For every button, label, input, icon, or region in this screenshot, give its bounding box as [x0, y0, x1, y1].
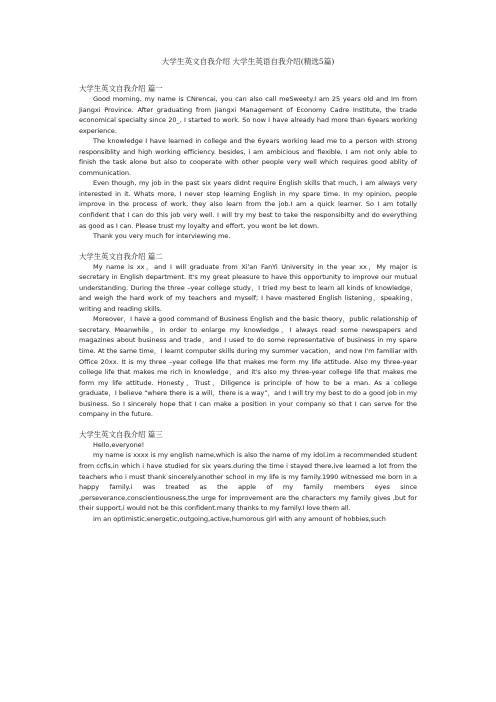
paragraph: Hello,everyone!: [93, 440, 145, 449]
paragraph: Even though, my job in the past six years didnt require English skills that much, I am always very interested in it. Whats more, I never stop learning English in my spare time. In my opinion, people improve in the process of work, they also learn from the job.I am a quick learner. So I am totally confident that I can do this job very well. I will try my best to take the responsibilty and do everything as good as I can. Please trust my loyalty and effort, you wont be let down.: [79, 179, 417, 230]
document-body: [79, 84, 417, 524]
paragraph: The knowledge I have learned in college and the 6years working lead me to a person with strong responsiblity and high working efficiency. besides, i am ambicious and flexible. I am not only able to finish the task alone but also to cooperate with other people very well which requires good ablity of communication.: [79, 137, 417, 177]
section-1: [79, 84, 417, 242]
section-heading: 大学生英文自我介绍 篇三: [79, 429, 163, 439]
section-heading: 大学生英文自我介绍 篇二: [79, 251, 163, 261]
paragraph: My name is xx，and I will graduate from Xi'an FanYi University in the year xx，My major is secretary in English department. It's my great pleasure to have this opportunity to improve our mutual understanding. During the three –year college study，I tried my best to learn all kinds of knowledge，and weigh the hard work of my teachers and myself; I have mastered English listening，speaking，writing and reading skills.: [79, 262, 417, 313]
section-heading: 大学生英文自我介绍 篇一: [79, 84, 163, 93]
paragraph: Moreover，I have a good command of Business English and the basic theory，public relationship of secretary. Meanwhile，in order to enlarge my knowledge，I always read some newspapers and magazines about business and trade，and I used to do some representative of business in my spare time. At the same time，I learnt computer skills during my summer vacation，and now I'm familiar with Office 20xx. It is my three –year college life that makes me form my life attitude. Also my three-year college life that makes me rich in knowledge，and it's also my three-year college life that makes me form my life attitude. Honesty，Trust，Diligence is principle of how to be a man. As a college graduate，I believe “where there is a will，there is a way”，and I will try my best to do a good job in my business. So I sincerely hope that I can make a position in your company so that I can serve for the company in the future.: [79, 315, 417, 419]
section-2: [79, 252, 417, 420]
paragraph: Thank you very much for interviewing me.: [93, 232, 231, 241]
paragraph: my name is xxxx is my english name,which is also the name of my idol.im a recommended student from ccfls,in which i have studied for six years.during the time i stayed there,ive learned a lot from the teachers who i must thank sincerely.another school in my life is my family.1990 witnessed me born in a happy family.i was treated as the apple of my family members eyes since ,perseverance,conscientiousness,the urge for improvement are the characters my family gives ,but for their support,i would not be this confident.many thanks to my family.I love them all.: [79, 451, 417, 513]
paragraph: Good morning, my name is CNrencai, you can also call meSweety.I am 25 years old and Im from Jiangxi Province. After graduating from Jiangxi Management of Economy Cadre Institute, the trade economical specialty since 20_, I started to work. So now I have already had more than 6years working experience.: [79, 95, 417, 135]
paragraph: im an optimistic,energetic,outgoing,active,humorous girl with any amount of hobbies,such: [93, 514, 386, 523]
section-3: [79, 430, 417, 524]
document-title: 大学生英文自我介绍 大学生英语自我介绍(精选5篇): [161, 57, 335, 66]
